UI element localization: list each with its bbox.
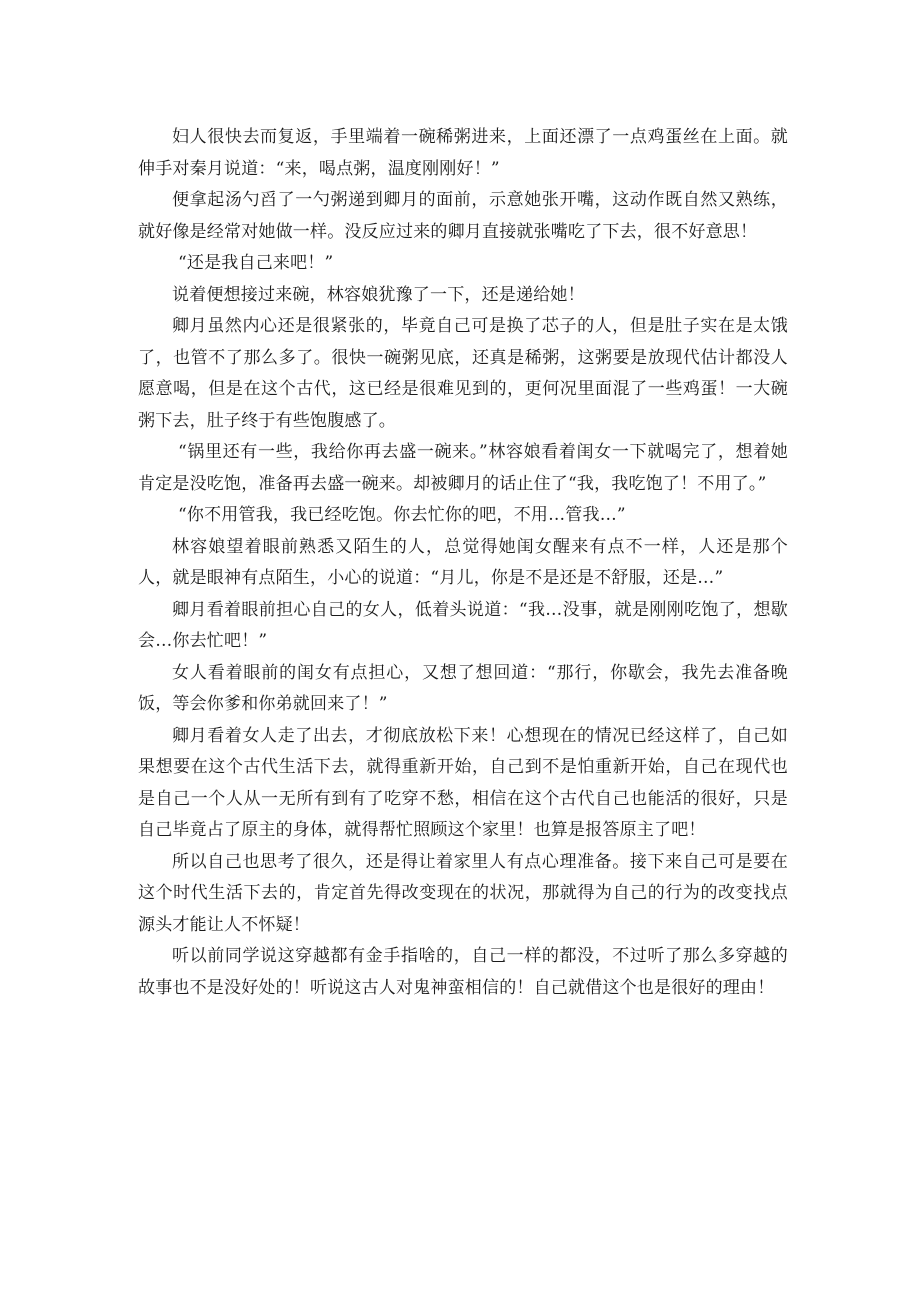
paragraph: 便拿起汤勺舀了一勺粥递到卿月的面前，示意她张开嘴，这动作既自然又熟练，就好像是经常对她做一样。没反应过来的卿月直接就张嘴吃了下去，很不好意思！ [138,190,788,242]
body-text [138,122,788,1004]
paragraph: “还是我自己来吧！” [178,253,334,273]
paragraph: “你不用管我，我已经吃饱。你去忙你的吧，不用…管我…” [178,505,626,525]
paragraph: 听以前同学说这穿越都有金手指啥的，自己一样的都没，不过听了那么多穿越的故事也不是没好处的！听说这古人对鬼神蛮相信的！自己就借这个也是很好的理由！ [138,946,788,998]
paragraph: 妇人很快去而复返，手里端着一碗稀粥进来，上面还漂了一点鸡蛋丝在上面。就伸手对秦月说道：“来，喝点粥，温度刚刚好！” [138,127,788,179]
paragraph: 说着便想接过来碗，林容娘犹豫了一下，还是递给她！ [172,284,585,305]
paragraph: 卿月看着眼前担心自己的女人，低着头说道：“我…没事，就是刚刚吃饱了，想歇会…你去忙吧！” [138,599,788,651]
paragraph: 卿月虽然内心还是很紧张的，毕竟自己可是换了芯子的人，但是肚子实在是太饿了，也管不了那么多了。很快一碗粥见底，还真是稀粥，这粥要是放现代估计都没人愿意喝，但是在这个古代，这已经是很难见到的，更何况里面混了一些鸡蛋！一大碗粥下去，肚子终于有些饱腹感了。 [138,316,788,431]
paragraph: “锅里还有一些，我给你再去盛一碗来。”林容娘看着闺女一下就喝完了，想着她肯定是没吃饱，准备再去盛一碗来。却被卿月的话止住了“我，我吃饱了！不用了。” [138,442,788,494]
paragraph: 所以自己也思考了很久，还是得让着家里人有点心理准备。接下来自己可是要在这个时代生活下去的，肯定首先得改变现在的状况，那就得为自己的行为的改变找点源头才能让人不怀疑！ [138,851,788,935]
paragraph: 卿月看着女人走了出去，才彻底放松下来！心想现在的情况已经这样了，自己如果想要在这个古代生活下去，就得重新开始，自己到不是怕重新开始，自己在现代也是自己一个人从一无所有到有了吃穿不愁，相信在这个古代自己也能活的很好，只是自己毕竟占了原主的身体，就得帮忙照顾这个家里！也算是报答原主了吧！ [138,725,788,840]
paragraph: 女人看着眼前的闺女有点担心，又想了想回道：“那行，你歇会，我先去准备晚饭，等会你爹和你弟就回来了！” [138,662,788,714]
paragraph: 林容娘望着眼前熟悉又陌生的人，总觉得她闺女醒来有点不一样，人还是那个人，就是眼神有点陌生，小心的说道：“月儿，你是不是还是不舒服，还是…” [138,536,788,588]
